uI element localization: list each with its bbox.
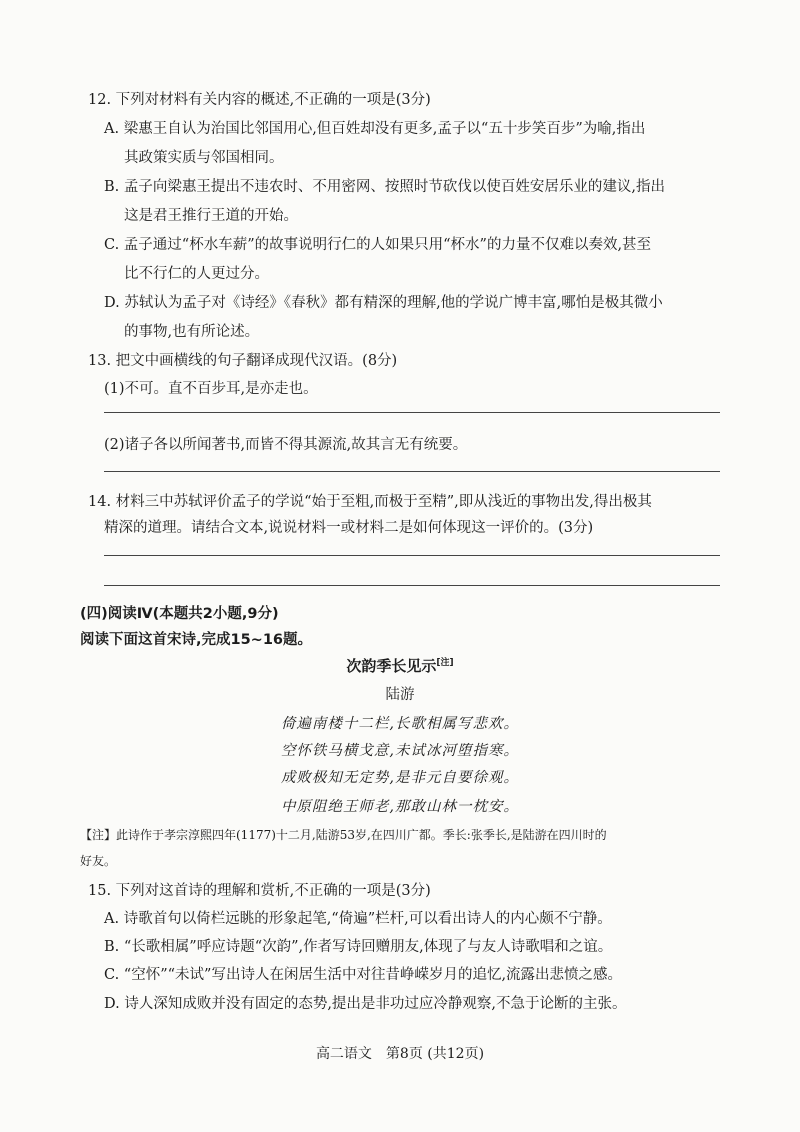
poem-note-mark: [注]: [436, 658, 454, 668]
poem-title: 次韵季长见示: [346, 657, 437, 675]
q13-sentence-2: (2)诸子各以所闻著书,而皆不得其源流,故其言无有统要。: [104, 437, 468, 453]
q12-option-d-line1: D. 苏轼认为孟子对《诗经》《春秋》都有精深的理解,他的学说广博丰富,哪怕是极其微小: [104, 295, 663, 311]
q15-stem: 15. 下列对这首诗的理解和赏析,不正确的一项是(3分): [88, 883, 431, 899]
poem-line-3: 成败极知无定势,是非元自要徐观。: [280, 770, 520, 786]
poem-line-2: 空怀铁马横戈意,未试冰河堕指寒。: [280, 743, 520, 759]
q15-option-c: C. “空怀”“未试”写出诗人在闲居生活中对往昔峥嵘岁月的追忆,流露出悲愤之感。: [104, 967, 623, 983]
q12-option-b-line1: B. 孟子向梁惠王提出不违农时、不用密网、按照时节砍伐以使百姓安居乐业的建议,指出: [104, 179, 665, 195]
q12-option-c-line1: C. 孟子通过“杯水车薪”的故事说明行仁的人如果只用“杯水”的力量不仅难以奏效,甚至: [104, 237, 652, 253]
answer-line-14-2: [104, 585, 720, 586]
q13-sentence-1: (1)不可。直不百步耳,是亦走也。: [104, 381, 318, 397]
q15-option-a: A. 诗歌首句以倚栏远眺的形象起笔,“倚遍”栏杆,可以看出诗人的内心颇不宁静。: [104, 911, 612, 927]
q15-option-b: B. “长歌相属”呼应诗题“次韵”,作者写诗回赠朋友,体现了与友人诗歌唱和之谊。: [104, 939, 613, 955]
q14-stem-line1: 14. 材料三中苏轼评价孟子的学说“始于至粗,而极于至精”,即从浅近的事物出发,得出极其: [88, 494, 652, 510]
q12-option-b-line2: 这是君王推行王道的开始。: [124, 208, 298, 224]
q15-option-d: D. 诗人深知成败并没有固定的态势,提出是非功过应冷静观察,不急于论断的主张。: [104, 996, 627, 1012]
poem-note-line1: 【注】此诗作于孝宗淳熙四年(1177)十二月,陆游53岁,在四川广都。季长:张季长,是陆游在四川时的: [80, 828, 607, 842]
q12-option-d-line2: 的事物,也有所论述。: [124, 324, 260, 340]
q14-stem-line2: 精深的道理。请结合文本,说说材料一或材料二是如何体现这一评价的。(3分): [104, 520, 594, 536]
poem-title-block: [0, 655, 800, 676]
poem-author: 陆游: [385, 687, 415, 703]
poem-note-line2: 好友。: [80, 854, 117, 868]
page-footer: 高二语文 第8页 (共12页): [315, 1046, 485, 1062]
poem-line-4: 中原阻绝王师老,那敢山林一枕安。: [280, 799, 520, 815]
answer-line-14-1: [104, 555, 720, 556]
q13-stem: 13. 把文中画横线的句子翻译成现代汉语。(8分): [88, 353, 398, 369]
section-heading: (四)阅读Ⅳ(本题共2小题,9分): [80, 606, 279, 622]
q12-option-c-line2: 比不行仁的人更过分。: [124, 266, 269, 282]
answer-line-13-1: [104, 412, 720, 413]
q12-option-a-line1: A. 梁惠王自认为治国比邻国用心,但百姓却没有更多,孟子以“五十步笑百步”为喻,指出: [104, 121, 646, 137]
section-instruction: 阅读下面这首宋诗,完成15~16题。: [80, 632, 313, 648]
poem-line-1: 倚遍南楼十二栏,长歌相属写悲欢。: [280, 716, 520, 732]
q12-option-a-line2: 其政策实质与邻国相同。: [124, 150, 284, 166]
q12-stem: 12. 下列对材料有关内容的概述,不正确的一项是(3分): [88, 92, 431, 108]
answer-line-13-2: [104, 471, 720, 472]
